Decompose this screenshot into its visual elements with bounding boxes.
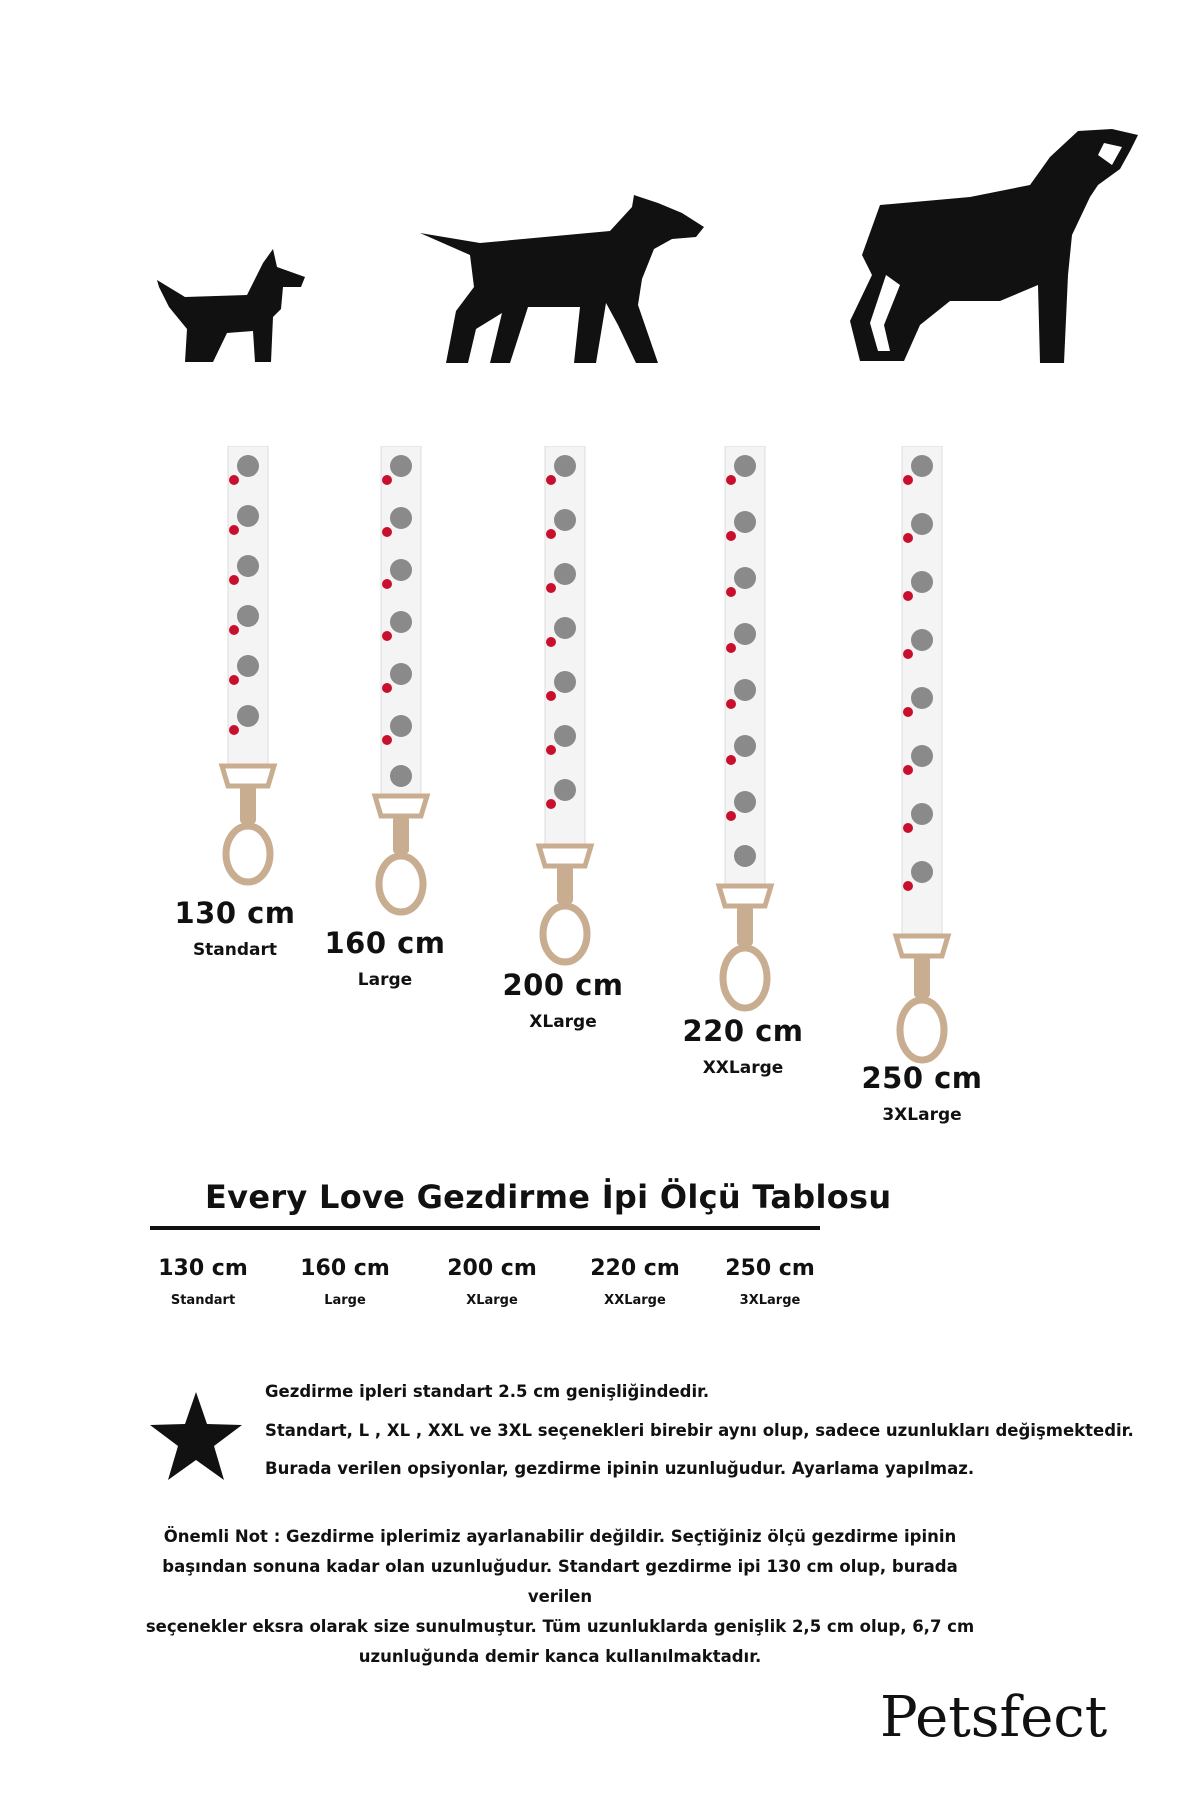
size-name: XLarge (529, 1012, 597, 1032)
table-cm: 200 cm (447, 1256, 537, 1281)
important-note (140, 1522, 980, 1672)
size-cm: 220 cm (682, 1014, 804, 1048)
table-column (570, 1256, 700, 1308)
table-name: Standart (170, 1293, 236, 1308)
table-name: XXLarge (604, 1293, 666, 1308)
leash-standart (198, 446, 298, 890)
table-name: Large (324, 1293, 366, 1308)
size-cm: 160 cm (324, 926, 446, 960)
important-note-line: Önemli Not : Gezdirme iplerimiz ayarlanabilir değildir. Seçtiğiniz ölçü gezdirme ipinin (163, 1527, 957, 1546)
size-cm: 250 cm (861, 1061, 983, 1095)
note-line: Standart, L , XL , XXL ve 3XL seçenekleri birebir aynı olup, sadece uzunlukları değişmektedir. (265, 1421, 1134, 1440)
size-name: Large (357, 970, 413, 990)
table-cm: 130 cm (158, 1256, 248, 1281)
size-name: Standart (192, 940, 278, 960)
table-name: XLarge (466, 1293, 518, 1308)
table-cm: 160 cm (300, 1256, 390, 1281)
title-divider (150, 1226, 820, 1230)
large-dog-icon (850, 125, 1140, 365)
size-cm: 200 cm (502, 968, 624, 1002)
important-note-line: uzunluğunda demir kanca kullanılmaktadır. (358, 1647, 762, 1666)
brand-logo: Petsfect (880, 1685, 1108, 1750)
table-cm: 250 cm (725, 1256, 815, 1281)
size-label-large (310, 926, 460, 990)
table-column (138, 1256, 268, 1308)
table-column (427, 1256, 557, 1308)
table-cm: 220 cm (590, 1256, 680, 1281)
size-label-xlarge (488, 968, 638, 1032)
size-name: XXLarge (702, 1058, 784, 1078)
medium-dog-icon (420, 195, 710, 365)
leash-3xlarge (872, 446, 972, 1070)
size-cm: 130 cm (174, 896, 296, 930)
small-dog-icon (155, 245, 305, 365)
note-line: Gezdirme ipleri standart 2.5 cm genişliğindedir. (265, 1382, 710, 1401)
table-column (705, 1256, 835, 1308)
important-note-line: seçenekler eksra olarak size sunulmuştur. Tüm uzunluklarda genişlik 2,5 cm olup, 6,7 cm (145, 1617, 975, 1636)
size-label-standart (160, 896, 310, 960)
size-label-xxlarge (668, 1014, 818, 1078)
size-label-3xlarge (847, 1061, 997, 1125)
star-icon (150, 1392, 242, 1484)
size-table-title: Every Love Gezdirme İpi Ölçü Tablosu (205, 1178, 892, 1216)
leash-xlarge (515, 446, 615, 970)
important-note-line: başından sonuna kadar olan uzunluğudur. Standart gezdirme ipi 130 cm olup, burada verilen (162, 1557, 958, 1606)
note-line: Burada verilen opsiyonlar, gezdirme ipinin uzunluğudur. Ayarlama yapılmaz. (265, 1459, 975, 1478)
size-name: 3XLarge (882, 1105, 962, 1125)
table-name: 3XLarge (739, 1293, 801, 1308)
leash-large (351, 446, 451, 920)
table-column (280, 1256, 410, 1308)
leash-xxlarge (695, 446, 795, 1020)
